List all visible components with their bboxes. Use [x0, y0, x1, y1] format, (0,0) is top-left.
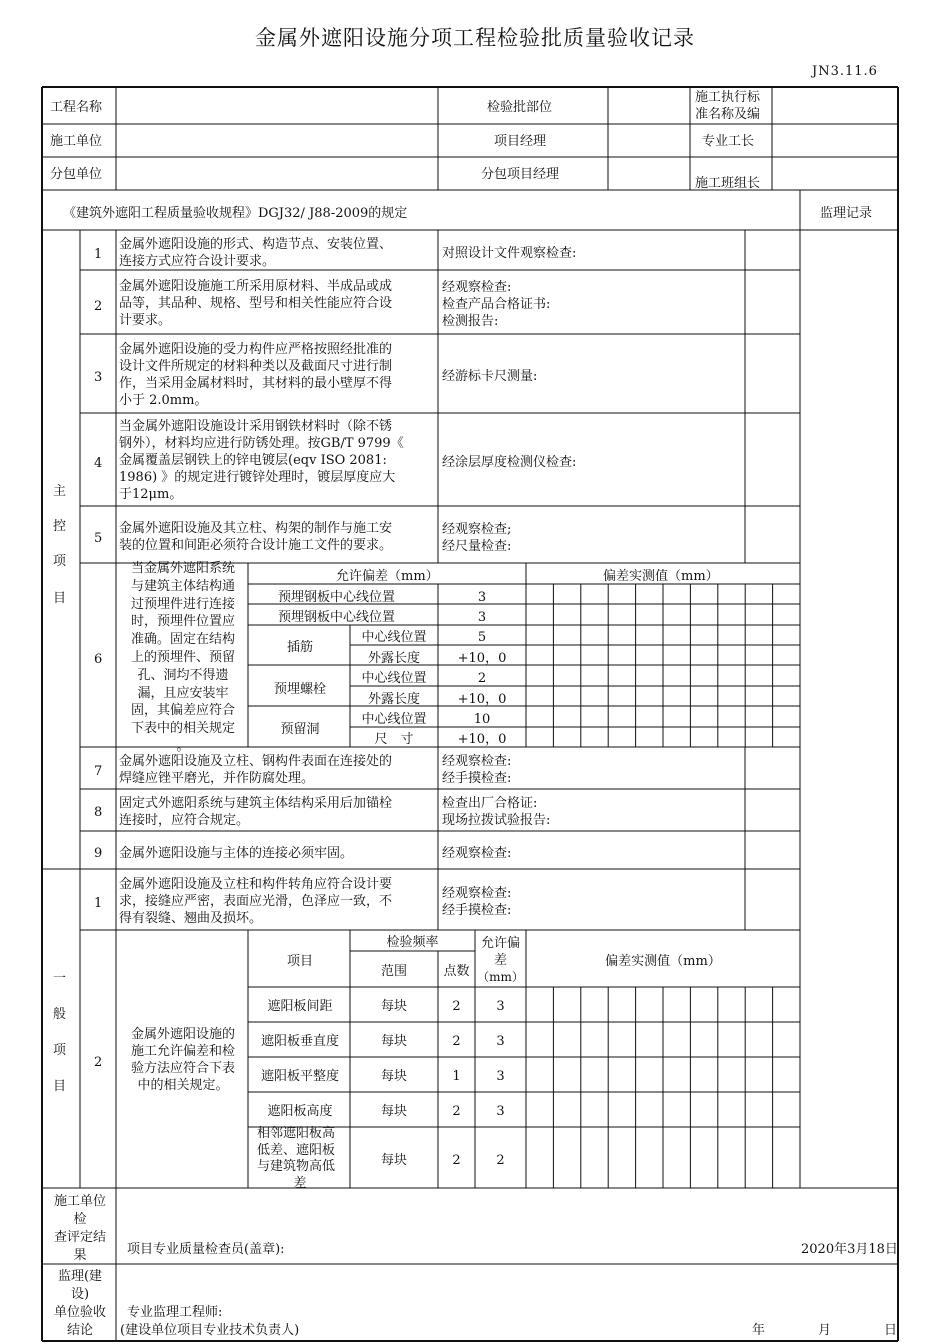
main-item-1-check: 对照设计文件观察检查: [442, 246, 577, 261]
gtable-row5-allowed: 2 [496, 1153, 505, 1168]
main-item-8-check: 检查出厂合格证: 现场拉拨试验报告: [442, 796, 551, 828]
gtable-row4-name: 遮阳板高度 [267, 1104, 333, 1119]
item6-rebar-label: 插筋 [286, 640, 313, 655]
label-construction-unit: 施工单位 [50, 134, 103, 149]
gtable-row4-points: 2 [452, 1104, 461, 1119]
label-subcontract-manager: 分包项目经理 [481, 167, 560, 182]
spec-line: 《建筑外遮阳工程质量验收规程》DGJ32/ J88-2009的规定 [63, 206, 408, 221]
gtable-row4-allowed: 3 [496, 1104, 505, 1119]
main-item-9-text: 金属外遮阳设施与主体的连接必须牢固。 [119, 846, 354, 861]
item6-bolt-center-value: 2 [477, 671, 487, 686]
item6-rebar-exposed-value: +10，0 [457, 651, 507, 666]
item6-rebar-exposed: 外露长度 [367, 651, 420, 666]
main-item-8-no: 8 [94, 805, 103, 820]
gtable-row2-range: 每块 [380, 1034, 407, 1049]
sign-day: 日 [884, 1323, 898, 1338]
item6-measured-header: 偏差实测值（mm） [603, 569, 719, 584]
gtable-freq-header: 检验频率 [386, 935, 439, 950]
gtable-row5-range: 每块 [380, 1153, 407, 1168]
main-item-5-text: 金属外遮阳设施及其立柱、构架的制作与施工安 装的位置和间距必须符合设计施工文件的要求。 [119, 521, 393, 553]
gtable-measured-header: 偏差实测值（mm） [605, 954, 721, 969]
label-standard: 施工执行标 准名称及编 [695, 90, 761, 122]
main-item-1-text: 金属外遮阳设施的形式、构造节点、安装位置、 连接方式应符合设计要求。 [119, 237, 393, 269]
main-item-4-check: 经涂层厚度检测仪检查: [442, 455, 577, 470]
main-item-5-check: 经观察检查; 经尺量检查: [442, 522, 512, 554]
item6-hole-label: 预留洞 [280, 722, 320, 737]
main-item-9-check: 经观察检查: [442, 846, 512, 861]
item6-hole-center: 中心线位置 [361, 712, 427, 727]
item6-allowed-header: 允许偏差（mm） [336, 569, 439, 584]
gtable-row1-name: 遮阳板间距 [267, 999, 333, 1014]
gtable-points-header: 点数 [443, 964, 470, 979]
general-label-2: 般 [53, 1007, 67, 1022]
construction-eval-label: 施工单位 检 查评定结 果 [53, 1194, 106, 1263]
gtable-row1-points: 2 [452, 999, 461, 1014]
main-item-6-no: 6 [94, 652, 103, 667]
gtable-row3-name: 遮阳板平整度 [260, 1069, 339, 1084]
main-item-4-no: 4 [94, 456, 103, 471]
label-team-leader: 施工班组长 [695, 176, 761, 191]
main-label-2: 控 [53, 519, 67, 534]
label-project-manager: 项目经理 [494, 134, 547, 149]
gtable-row3-points: 1 [452, 1069, 461, 1084]
quality-inspector-label: 项目专业质量检查员(盖章): [127, 1242, 285, 1257]
item6-hole-center-value: 10 [473, 712, 491, 727]
sign-month: 月 [818, 1323, 832, 1338]
main-item-1-no: 1 [94, 247, 103, 262]
item6-row1-value: 3 [477, 590, 487, 605]
gtable-row5-points: 2 [452, 1153, 461, 1168]
gtable-row1-allowed: 3 [496, 999, 505, 1014]
item6-hole-size-value: +10，0 [457, 732, 507, 747]
gtable-row1-range: 每块 [380, 999, 407, 1014]
main-item-2-text: 金属外遮阳设施施工所采用原材料、半成品或成 品等，其品种、规格、型号和相关性能应符合设 计要求。 [119, 279, 393, 328]
label-supervision-record: 监理记录 [820, 206, 873, 221]
item6-bolt-center: 中心线位置 [361, 671, 427, 686]
main-item-7-check: 经观察检查: 经手摸检查: [442, 754, 512, 786]
main-item-7-no: 7 [94, 764, 103, 779]
main-label-4: 目 [53, 591, 67, 606]
gtable-row3-range: 每块 [380, 1069, 407, 1084]
general-item-2-text: 金属外遮阳设施的 施工允许偏差和检 验方法应符合下表 中的相关规定。 [130, 1027, 235, 1093]
main-label-3: 项 [53, 554, 67, 569]
label-inspection-part: 检验批部位 [487, 100, 553, 115]
owner-rep-label: (建设单位项目专业技术负责人) [120, 1323, 300, 1338]
document-title: 金属外遮阳设施分项工程检验批质量验收记录 [255, 26, 695, 50]
gtable-row5-name: 相邻遮阳板高 低差、遮阳板 与建筑物高低 差 [257, 1126, 336, 1191]
item6-rebar-center: 中心线位置 [361, 630, 427, 645]
main-item-2-no: 2 [94, 299, 103, 314]
general-item-1-no: 1 [94, 896, 103, 911]
main-label-1: 主 [53, 484, 67, 499]
main-item-8-text: 固定式外遮阳系统与建筑主体结构采用后加锚栓 连接时，应符合规定。 [119, 796, 393, 828]
main-item-6-text: 当金属外遮阳系统 与建筑主体结构通 过预埋件进行连接 时，预埋件位置应 准确。固定在结构 上的预埋件、预留 孔、洞均不得遗 漏，且应安装牢 固，其偏差应符合 下表中的相关规定 。 [130, 561, 235, 754]
gtable-range-header: 范围 [380, 964, 407, 979]
gtable-row4-range: 每块 [380, 1104, 407, 1119]
gtable-row2-allowed: 3 [496, 1034, 505, 1049]
item6-bolt-label: 预埋螺栓 [273, 682, 326, 697]
label-subcontract-unit: 分包单位 [50, 167, 103, 182]
main-item-3-no: 3 [94, 370, 103, 385]
item6-row2-value: 3 [477, 610, 487, 625]
item6-row2-name: 预埋钢板中心线位置 [278, 610, 396, 625]
gtable-item-header: 项目 [286, 954, 313, 969]
general-item-1-text: 金属外遮阳设施及立柱和构件转角应符合设计要 求，接缝应严密，表面应光滑，色泽应一致，不 得有裂缝、翘曲及损坏。 [119, 877, 393, 926]
item6-row1-name: 预埋钢板中心线位置 [278, 590, 396, 605]
item6-rebar-center-value: 5 [477, 630, 487, 645]
item6-bolt-exposed-value: +10，0 [457, 692, 507, 707]
main-item-4-text: 当金属外遮阳设施设计采用钢铁材料时（除不锈 钢外），材料均应进行防锈处理。按GB/T 9799《 金属覆盖层钢铁上的锌电镀层(eqv ISO 2081: 1986) 》的规定进行镀锌处理时，镀层厚度应大 于12μm。 [119, 419, 404, 502]
general-item-1-check: 经观察检查: 经手摸检查: [442, 886, 512, 918]
supervision-eval-label: 监理(建 设) 单位验收 结论 [53, 1269, 106, 1338]
sign-year: 年 [752, 1323, 766, 1338]
general-item-2-no: 2 [94, 1055, 103, 1070]
main-item-9-no: 9 [94, 846, 103, 861]
supervision-engineer-label: 专业监理工程师: [127, 1305, 223, 1320]
main-item-7-text: 金属外遮阳设施及立柱、钢构件表面在连接处的 焊缝应锉平磨光，并作防腐处理。 [119, 754, 393, 786]
general-label-3: 项 [53, 1043, 67, 1058]
gtable-row2-name: 遮阳板垂直度 [260, 1034, 339, 1049]
item6-hole-size: 尺 寸 [374, 732, 414, 747]
inspection-date: 2020年3月18日 [801, 1242, 898, 1257]
general-label-4: 目 [53, 1079, 67, 1094]
gtable-allowed-header: 允许偏 差 （mm） [477, 936, 524, 984]
main-item-3-text: 金属外遮阳设施的受力构件应严格按照经批准的 设计文件所规定的材料种类以及截面尺寸进行制 作，当采用金属材料时，其材料的最小壁厚不得 小于 2.0mm。 [119, 342, 393, 408]
item6-bolt-exposed: 外露长度 [367, 692, 420, 707]
general-label-1: 一 [53, 971, 67, 986]
main-item-2-check: 经观察检查: 检查产品合格证书: 检测报告: [442, 280, 551, 329]
main-item-3-check: 经游标卡尺测量: [442, 369, 538, 384]
gtable-row2-points: 2 [452, 1034, 461, 1049]
gtable-row3-allowed: 3 [496, 1069, 505, 1084]
form-code: JN3.11.6 [812, 64, 878, 79]
label-foreman: 专业工长 [702, 134, 755, 149]
main-item-5-no: 5 [94, 531, 103, 546]
label-project-name: 工程名称 [50, 100, 103, 115]
